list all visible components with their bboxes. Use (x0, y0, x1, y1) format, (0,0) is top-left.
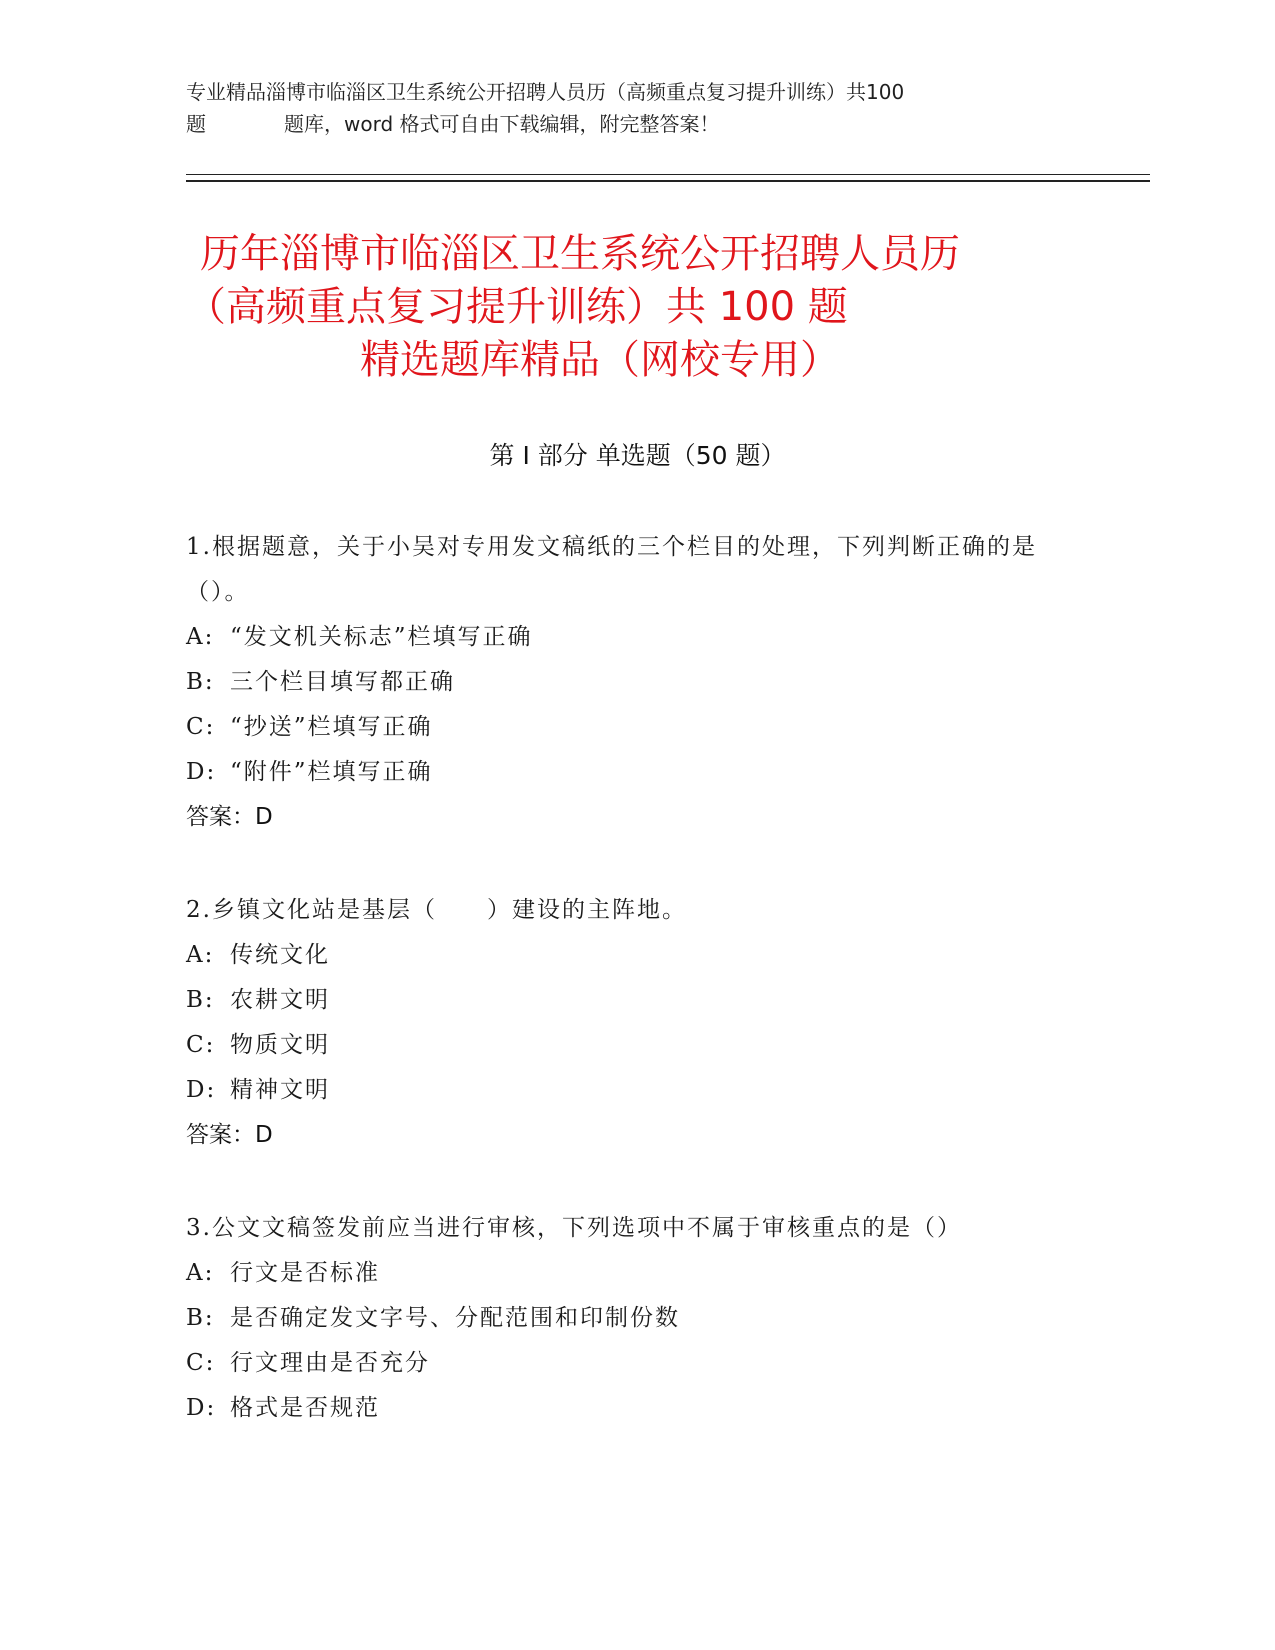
option-a (186, 1251, 1066, 1296)
option-b (186, 978, 1066, 1023)
header-note-line-1: 专业精品淄博市临淄区卫生系统公开招聘人员历（高频重点复习提升训练）共100 (186, 80, 905, 104)
option-key: A: (186, 1260, 215, 1286)
option-key: C: (186, 714, 216, 740)
option-text: 格式是否规范 (230, 1395, 380, 1421)
option-d (186, 750, 1066, 795)
option-key: D: (186, 1395, 217, 1421)
question-list (186, 525, 1066, 1479)
option-text: “附件”栏填写正确 (230, 759, 433, 785)
option-key: B: (186, 669, 215, 695)
option-key: A: (186, 624, 215, 650)
answer: 答案：D (186, 1122, 273, 1148)
document-title-line-1: 历年淄博市临淄区卫生系统公开招聘人员历 (200, 231, 960, 277)
answer: 答案：D (186, 804, 273, 830)
option-a (186, 933, 1066, 978)
option-text: “抄送”栏填写正确 (230, 714, 433, 740)
option-b (186, 660, 1066, 705)
option-text: 农耕文明 (230, 987, 330, 1013)
option-key: B: (186, 1305, 215, 1331)
question-text: 1.根据题意，关于小吴对专用发文稿纸的三个栏目的处理，下列判断正确的是（）。 (186, 534, 1037, 605)
document-title-line-2: （高频重点复习提升训练）共 100 题 (186, 284, 848, 330)
option-text: 传统文化 (230, 942, 330, 968)
option-key: D: (186, 759, 217, 785)
option-key: A: (186, 942, 215, 968)
question-2 (186, 888, 1066, 1158)
header-note-line-2 (186, 108, 1086, 140)
option-text: “发文机关标志”栏填写正确 (230, 624, 533, 650)
option-b (186, 1296, 1066, 1341)
header-note (186, 76, 1086, 140)
option-text: 物质文明 (230, 1032, 330, 1058)
header-divider-thick (186, 180, 1150, 182)
option-key: C: (186, 1350, 216, 1376)
section-title: 第 I 部分 单选题（50 题） (489, 441, 786, 470)
option-text: 是否确定发文字号、分配范围和印制份数 (230, 1305, 680, 1331)
option-c (186, 705, 1066, 750)
option-key: D: (186, 1077, 217, 1103)
header-note-line-2-start: 题 (186, 112, 206, 136)
question-text: 3.公文文稿签发前应当进行审核，下列选项中不属于审核重点的是（） (186, 1215, 962, 1241)
document-title (186, 228, 1086, 387)
spacer (206, 108, 284, 140)
document-title-line-3: 精选题库精品（网校专用） (360, 337, 840, 383)
option-d (186, 1386, 1066, 1431)
header-divider-thin (186, 174, 1150, 175)
option-c (186, 1341, 1066, 1386)
question-3 (186, 1206, 1066, 1431)
option-a (186, 615, 1066, 660)
option-d (186, 1068, 1066, 1113)
option-text: 行文理由是否充分 (230, 1350, 430, 1376)
option-key: C: (186, 1032, 216, 1058)
header-note-line-2-end: 题库，word 格式可自由下载编辑，附完整答案！ (284, 112, 720, 136)
question-text: 2.乡镇文化站是基层（ ）建设的主阵地。 (186, 897, 687, 923)
option-text: 三个栏目填写都正确 (230, 669, 455, 695)
option-text: 精神文明 (230, 1077, 330, 1103)
option-c (186, 1023, 1066, 1068)
question-1 (186, 525, 1066, 840)
option-key: B: (186, 987, 215, 1013)
option-text: 行文是否标准 (230, 1260, 380, 1286)
